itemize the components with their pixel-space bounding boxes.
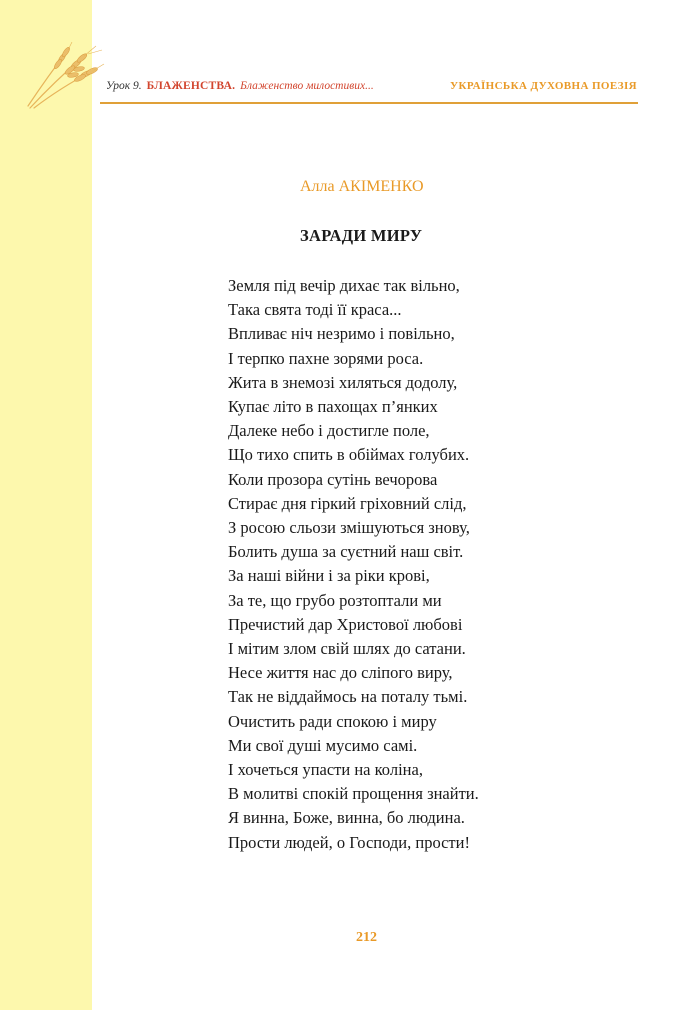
poem-line: Впливає ніч незримо і повільно, xyxy=(228,324,455,344)
poem-line: Що тихо спить в обіймах голубих. xyxy=(228,445,470,465)
header-lesson: Урок 9. xyxy=(106,80,142,92)
page-number: 212 xyxy=(356,930,377,945)
poem-line: З росою сльози змішуються знову, xyxy=(228,518,470,538)
running-header xyxy=(106,80,637,100)
poem-line: Купає літо в пахощах п’янких xyxy=(228,397,438,417)
poem-title: ЗАРАДИ МИРУ xyxy=(300,226,423,245)
poem-line: За наші війни і за ріки крові, xyxy=(228,566,430,586)
poem-line: Я винна, Боже, винна, бо людина. xyxy=(228,808,465,828)
poem-line: Жита в знемозі хиляться додолу, xyxy=(228,372,458,392)
header-subsection: Блаженство милостивих... xyxy=(240,80,374,92)
poem-line: Пречистий дар Христової любові xyxy=(228,614,463,634)
poem-line: І хочеться упасти на коліна, xyxy=(228,760,423,780)
poem-line: Прости людей, о Господи, прости! xyxy=(228,832,470,852)
poem-line: Така свята тоді її краса... xyxy=(228,300,402,320)
poem-line: Далеке небо і достигле поле, xyxy=(228,421,430,441)
poem-body xyxy=(228,274,479,855)
poem-line: Так не віддаймось на поталу тьмі. xyxy=(228,687,468,707)
poem-line: Несе життя нас до сліпого виру, xyxy=(228,663,453,683)
poem-line: І мітим злом свій шлях до сатани. xyxy=(228,639,466,659)
header-chapter: УКРАЇНСЬКА ДУХОВНА ПОЕЗІЯ xyxy=(450,80,637,92)
poem-line: Земля під вечір дихає так вільно, xyxy=(228,276,460,295)
header-divider xyxy=(100,102,638,104)
poem-line: В молитві спокій прощення знайти. xyxy=(228,784,479,804)
poem-line: Болить душа за суєтний наш світ. xyxy=(228,542,464,562)
wheat-ears-icon xyxy=(24,42,106,112)
header-section: БЛАЖЕНСТВА. xyxy=(146,80,236,92)
poem-author: Алла АКІМЕНКО xyxy=(300,178,424,195)
poem-line: Стирає дня гіркий гріховний слід, xyxy=(228,493,467,513)
poem-line: За те, що грубо розтоптали ми xyxy=(228,590,442,610)
poem-line: Коли прозора сутінь вечорова xyxy=(228,469,438,489)
poem-line: І терпко пахне зорями роса. xyxy=(228,348,424,368)
margin-strip xyxy=(0,0,92,1010)
poem-line: Ми свої душі мусимо самі. xyxy=(228,735,418,755)
poem-line: Очистить ради спокою і миру xyxy=(228,711,437,731)
